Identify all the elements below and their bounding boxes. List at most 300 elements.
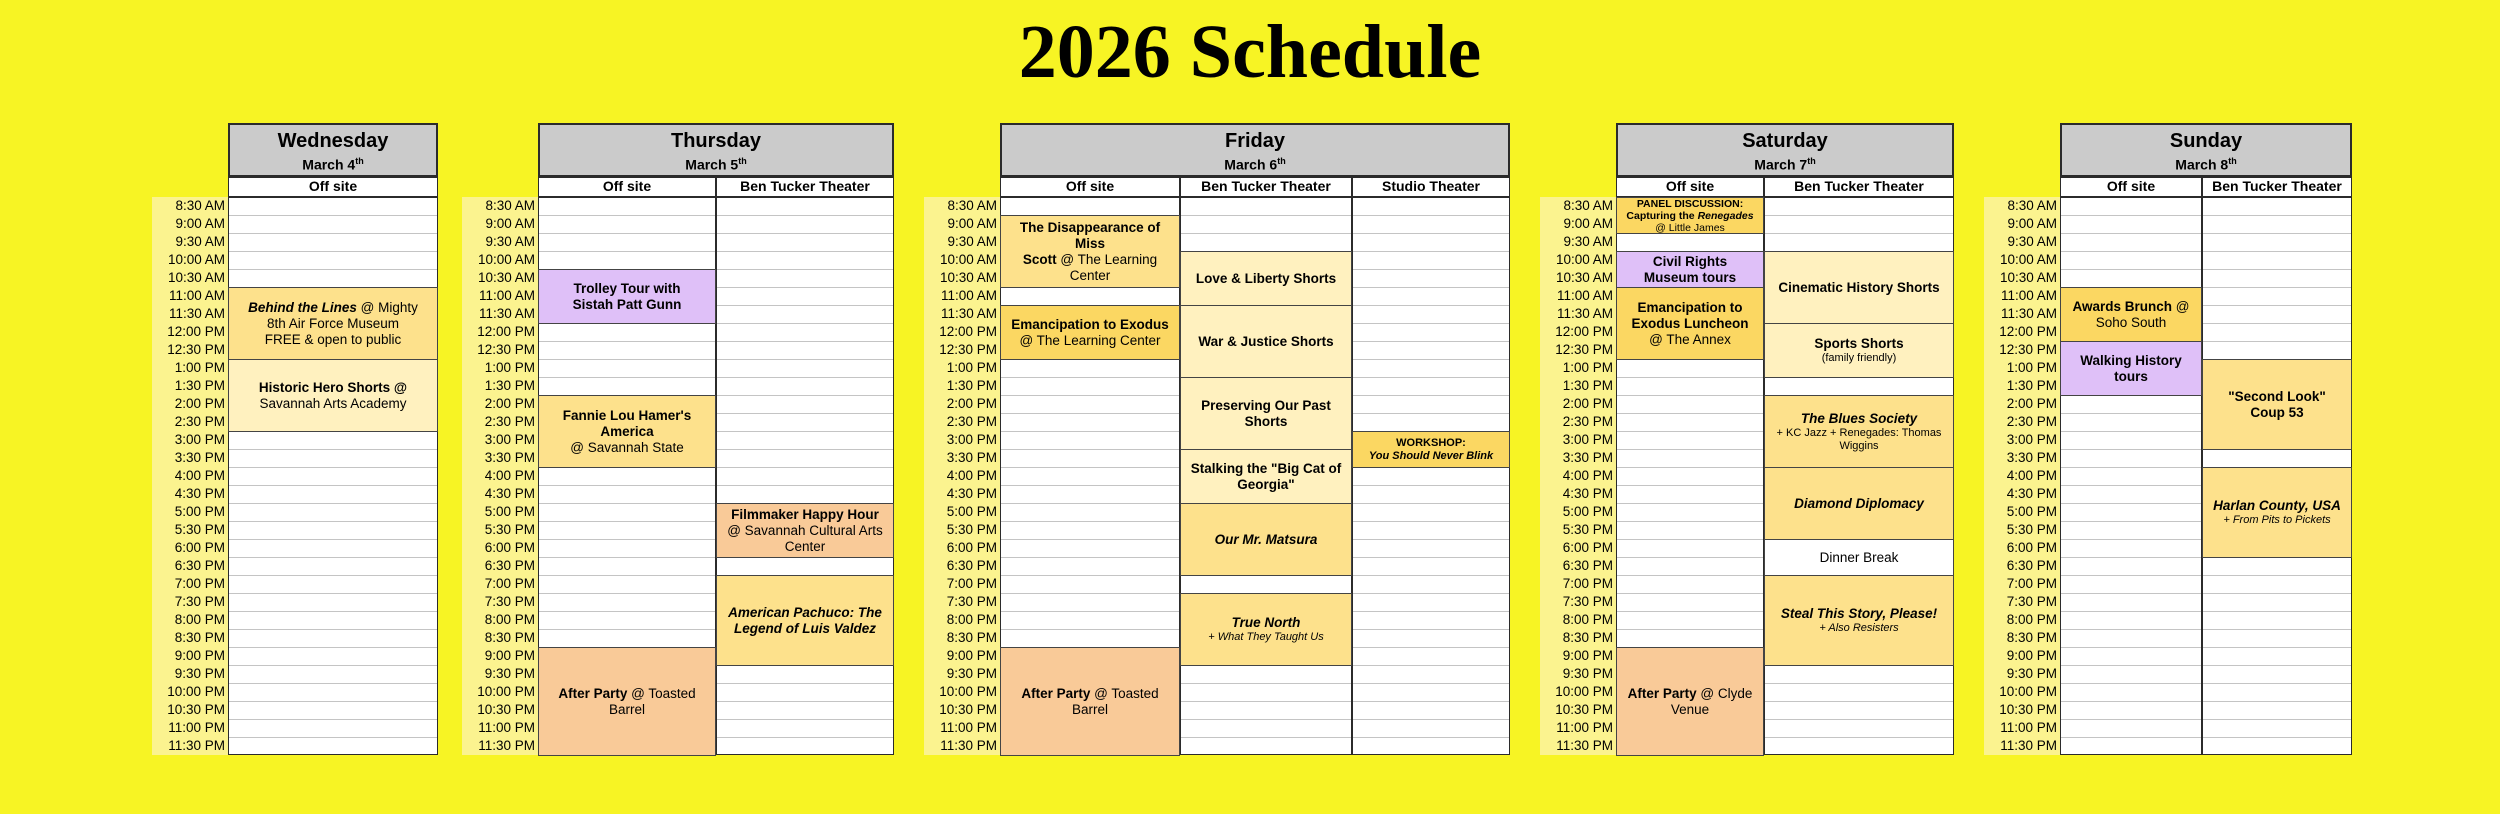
grid-line bbox=[229, 629, 437, 630]
event-block[interactable] bbox=[1764, 467, 1954, 540]
event-line bbox=[1781, 606, 1937, 622]
grid-line bbox=[539, 503, 715, 504]
time-label: 3:30 PM bbox=[484, 450, 535, 465]
grid-line bbox=[2061, 539, 2201, 540]
time-label: 8:00 PM bbox=[484, 612, 535, 627]
event-line bbox=[2228, 389, 2326, 405]
grid-line bbox=[1001, 629, 1179, 630]
column-header-ben-tucker-theater: Ben Tucker Theater bbox=[1764, 177, 1954, 197]
grid-line bbox=[539, 215, 715, 216]
time-label: 11:30 PM bbox=[1556, 738, 1613, 753]
grid-line bbox=[717, 683, 893, 684]
event-block[interactable] bbox=[1616, 287, 1764, 360]
page-title: 2026 Schedule bbox=[1018, 10, 1482, 94]
grid-line bbox=[229, 719, 437, 720]
time-column-thursday bbox=[462, 197, 538, 755]
event-text: Capturing the bbox=[1626, 209, 1698, 222]
time-label: 9:00 AM bbox=[1563, 216, 1613, 231]
grid-line bbox=[1001, 395, 1179, 396]
event-block[interactable] bbox=[228, 287, 438, 360]
event-block[interactable] bbox=[1180, 251, 1352, 306]
time-label: 11:00 PM bbox=[168, 720, 225, 735]
time-label: 12:00 PM bbox=[939, 324, 997, 339]
time-label: 10:30 PM bbox=[167, 702, 225, 717]
column-grid-off-site bbox=[1616, 197, 1764, 755]
time-label: 12:30 PM bbox=[1999, 342, 2057, 357]
day-name: Wednesday bbox=[277, 130, 389, 152]
event-text: Savannah Arts Academy bbox=[259, 395, 407, 411]
event-text: Walking History bbox=[2080, 352, 2182, 368]
time-label: 9:30 PM bbox=[946, 666, 997, 681]
time-label: 10:30 PM bbox=[1555, 702, 1613, 717]
event-text: 8th Air Force Museum bbox=[266, 315, 400, 331]
grid-line bbox=[1353, 287, 1509, 288]
time-label: 5:30 PM bbox=[1562, 522, 1613, 537]
grid-line bbox=[1617, 467, 1763, 468]
time-label: 11:30 PM bbox=[940, 738, 997, 753]
time-label: 4:00 PM bbox=[946, 468, 997, 483]
grid-line bbox=[1353, 539, 1509, 540]
time-label: 8:00 PM bbox=[2006, 612, 2057, 627]
time-label: 10:30 AM bbox=[1999, 270, 2057, 285]
event-block[interactable] bbox=[716, 503, 894, 558]
event-line bbox=[1237, 477, 1294, 493]
grid-line bbox=[229, 683, 437, 684]
grid-line bbox=[1181, 737, 1351, 738]
grid-line bbox=[1765, 233, 1953, 234]
grid-line bbox=[2061, 269, 2201, 270]
grid-line bbox=[229, 665, 437, 666]
event-block[interactable] bbox=[1180, 503, 1352, 576]
time-label: 5:00 PM bbox=[484, 504, 535, 519]
event-block[interactable] bbox=[1180, 449, 1352, 504]
grid-line bbox=[2061, 503, 2201, 504]
column-header-ben-tucker-theater: Ben Tucker Theater bbox=[2202, 177, 2352, 197]
event-block[interactable] bbox=[1616, 647, 1764, 756]
event-block[interactable] bbox=[1000, 647, 1180, 756]
grid-line bbox=[1181, 719, 1351, 720]
time-label: 7:00 PM bbox=[946, 576, 997, 591]
grid-line bbox=[717, 431, 893, 432]
event-block[interactable] bbox=[1764, 575, 1954, 666]
time-label: 3:30 PM bbox=[174, 450, 225, 465]
event-block[interactable] bbox=[228, 359, 438, 432]
column-grid-off-site bbox=[2060, 197, 2202, 755]
time-label: 8:00 PM bbox=[1562, 612, 1613, 627]
time-label: 9:00 PM bbox=[1562, 648, 1613, 663]
event-text: After Party bbox=[1021, 685, 1091, 701]
event-line bbox=[1653, 254, 1727, 270]
time-label: 9:30 PM bbox=[484, 666, 535, 681]
column-header-off-site: Off site bbox=[538, 177, 716, 197]
time-label: 12:30 PM bbox=[939, 342, 997, 357]
grid-line bbox=[229, 647, 437, 648]
time-label: 7:00 PM bbox=[484, 576, 535, 591]
day-date bbox=[1002, 152, 1508, 174]
event-line bbox=[1628, 686, 1753, 702]
day-date bbox=[2062, 152, 2350, 174]
day-date-text: March 6 bbox=[1224, 156, 1278, 173]
day-date-suffix: th bbox=[1277, 156, 1286, 166]
time-label: 1:30 PM bbox=[484, 378, 535, 393]
event-block[interactable] bbox=[1616, 251, 1764, 288]
grid-line bbox=[717, 449, 893, 450]
grid-line bbox=[229, 251, 437, 252]
event-line bbox=[248, 300, 418, 316]
grid-line bbox=[1001, 557, 1179, 558]
event-line bbox=[1215, 532, 1318, 548]
time-label: 7:30 PM bbox=[2006, 594, 2057, 609]
time-label: 10:30 PM bbox=[477, 702, 535, 717]
time-label: 1:00 PM bbox=[484, 360, 535, 375]
time-label: 7:30 PM bbox=[174, 594, 225, 609]
time-label: 6:00 PM bbox=[946, 540, 997, 555]
event-line bbox=[1201, 398, 1331, 414]
time-label: 2:00 PM bbox=[2006, 396, 2057, 411]
time-label: 9:30 PM bbox=[1562, 666, 1613, 681]
event-text: Exodus Luncheon bbox=[1631, 315, 1749, 331]
event-line bbox=[1191, 461, 1341, 477]
event-block[interactable] bbox=[538, 647, 716, 756]
time-label: 11:00 PM bbox=[940, 720, 997, 735]
event-block[interactable] bbox=[1764, 323, 1954, 378]
event-line bbox=[573, 281, 680, 297]
time-label: 2:30 PM bbox=[946, 414, 997, 429]
grid-line bbox=[2203, 305, 2351, 306]
time-label: 10:30 AM bbox=[167, 270, 225, 285]
column-grid-ben-tucker-theater bbox=[2202, 197, 2352, 755]
event-block[interactable] bbox=[1616, 197, 1764, 234]
event-block[interactable] bbox=[1180, 593, 1352, 666]
event-block[interactable] bbox=[538, 395, 716, 468]
column-header-ben-tucker-theater: Ben Tucker Theater bbox=[716, 177, 894, 197]
time-label: 8:30 PM bbox=[174, 630, 225, 645]
event-text: After Party bbox=[1627, 685, 1697, 701]
event-text: Diamond Diplomacy bbox=[1794, 495, 1924, 511]
time-label: 4:00 PM bbox=[1562, 468, 1613, 483]
grid-line bbox=[2061, 611, 2201, 612]
grid-line bbox=[2061, 233, 2201, 234]
event-line bbox=[785, 539, 826, 555]
event-line bbox=[1814, 336, 1903, 352]
time-label: 10:00 AM bbox=[1555, 252, 1613, 267]
event-text: Soho South bbox=[2095, 314, 2167, 330]
grid-line bbox=[229, 467, 437, 468]
grid-line bbox=[1001, 575, 1179, 576]
time-label: 2:30 PM bbox=[484, 414, 535, 429]
event-line bbox=[1839, 440, 1878, 453]
event-line bbox=[570, 440, 684, 456]
grid-line bbox=[1765, 737, 1953, 738]
time-label: 9:00 AM bbox=[485, 216, 535, 231]
grid-line bbox=[539, 629, 715, 630]
grid-line bbox=[539, 557, 715, 558]
grid-line bbox=[539, 521, 715, 522]
grid-line bbox=[539, 611, 715, 612]
grid-line bbox=[717, 377, 893, 378]
time-label: 3:30 PM bbox=[2006, 450, 2057, 465]
event-block[interactable] bbox=[1000, 215, 1180, 288]
grid-line bbox=[539, 377, 715, 378]
time-label: 5:00 PM bbox=[174, 504, 225, 519]
event-block[interactable] bbox=[2060, 341, 2202, 396]
event-block[interactable] bbox=[1180, 377, 1352, 450]
grid-line bbox=[2203, 719, 2351, 720]
event-line bbox=[1208, 631, 1323, 644]
grid-line bbox=[2061, 431, 2201, 432]
event-line bbox=[1778, 280, 1939, 296]
time-label: 6:30 PM bbox=[946, 558, 997, 573]
grid-line bbox=[717, 233, 893, 234]
time-label: 1:00 PM bbox=[174, 360, 225, 375]
time-label: 11:00 AM bbox=[940, 288, 997, 303]
time-label: 9:00 AM bbox=[947, 216, 997, 231]
grid-line bbox=[2061, 557, 2201, 558]
event-block[interactable] bbox=[1764, 539, 1954, 576]
event-block[interactable] bbox=[1000, 305, 1180, 360]
time-label: 1:00 PM bbox=[946, 360, 997, 375]
event-line bbox=[259, 380, 407, 396]
event-line bbox=[734, 621, 876, 637]
event-line bbox=[731, 507, 879, 523]
event-block[interactable] bbox=[716, 575, 894, 666]
time-label: 4:30 PM bbox=[2006, 486, 2057, 501]
event-line bbox=[1794, 496, 1924, 512]
event-line bbox=[558, 686, 695, 702]
grid-line bbox=[1353, 233, 1509, 234]
grid-line bbox=[1001, 611, 1179, 612]
grid-line bbox=[717, 413, 893, 414]
grid-line bbox=[229, 269, 437, 270]
time-label: 3:30 PM bbox=[946, 450, 997, 465]
event-block[interactable] bbox=[2202, 359, 2352, 450]
grid-line bbox=[1001, 521, 1179, 522]
event-text: Center bbox=[1069, 267, 1111, 283]
column-grid-off-site bbox=[228, 197, 438, 755]
grid-line bbox=[1353, 503, 1509, 504]
grid-line bbox=[2061, 683, 2201, 684]
grid-line bbox=[1617, 629, 1763, 630]
grid-line bbox=[1765, 683, 1953, 684]
event-text: After Party bbox=[558, 685, 628, 701]
grid-line bbox=[1353, 521, 1509, 522]
event-text: Sports Shorts bbox=[1814, 336, 1904, 351]
event-line bbox=[1820, 550, 1899, 566]
event-text: @ Savannah Cultural Arts bbox=[727, 522, 883, 538]
grid-line bbox=[2061, 449, 2201, 450]
time-label: 8:30 AM bbox=[485, 198, 535, 213]
grid-line bbox=[1617, 485, 1763, 486]
event-text: Preserving Our Past bbox=[1201, 397, 1331, 413]
time-label: 8:30 AM bbox=[947, 198, 997, 213]
time-label: 3:00 PM bbox=[174, 432, 225, 447]
day-name: Friday bbox=[1224, 130, 1286, 152]
time-label: 6:30 PM bbox=[1562, 558, 1613, 573]
column-header-ben-tucker-theater: Ben Tucker Theater bbox=[1180, 177, 1352, 197]
time-label: 6:30 PM bbox=[2006, 558, 2057, 573]
column-grid-off-site bbox=[1000, 197, 1180, 755]
column-header-off-site: Off site bbox=[1000, 177, 1180, 197]
event-line bbox=[267, 316, 399, 332]
grid-line bbox=[717, 341, 893, 342]
time-column-wednesday bbox=[152, 197, 228, 755]
event-line bbox=[1396, 437, 1466, 450]
event-text: The Blues Society bbox=[1800, 410, 1918, 426]
grid-line bbox=[2203, 647, 2351, 648]
event-block[interactable] bbox=[538, 269, 716, 324]
grid-line bbox=[2061, 215, 2201, 216]
event-line bbox=[2073, 299, 2190, 315]
time-label: 9:00 PM bbox=[946, 648, 997, 663]
grid-line bbox=[1617, 503, 1763, 504]
grid-line bbox=[539, 341, 715, 342]
grid-line bbox=[1353, 395, 1509, 396]
event-line bbox=[1631, 316, 1748, 332]
grid-line bbox=[1617, 521, 1763, 522]
column-grid-studio-theater bbox=[1352, 197, 1510, 755]
event-line bbox=[1232, 615, 1301, 631]
grid-line bbox=[1353, 323, 1509, 324]
grid-line bbox=[229, 593, 437, 594]
time-label: 7:00 PM bbox=[1562, 576, 1613, 591]
event-text: Emancipation to Exodus bbox=[1011, 316, 1169, 332]
event-line bbox=[1198, 334, 1333, 350]
grid-line bbox=[1353, 251, 1509, 252]
grid-line bbox=[1353, 665, 1509, 666]
event-text: Behind the Lines bbox=[248, 299, 357, 315]
event-line bbox=[265, 332, 402, 348]
event-line bbox=[2114, 369, 2148, 385]
grid-line bbox=[2061, 467, 2201, 468]
event-text: Our Mr. Matsura bbox=[1214, 531, 1318, 547]
event-text: @ The Learning Center bbox=[1019, 332, 1161, 348]
event-line bbox=[1637, 300, 1742, 316]
grid-line bbox=[2203, 665, 2351, 666]
event-line bbox=[1801, 411, 1917, 427]
grid-line bbox=[1353, 269, 1509, 270]
event-line bbox=[728, 605, 882, 621]
event-text: tours bbox=[2114, 368, 2148, 384]
time-label: 10:00 AM bbox=[167, 252, 225, 267]
time-label: 7:00 PM bbox=[2006, 576, 2057, 591]
event-block[interactable] bbox=[1764, 395, 1954, 468]
event-block[interactable] bbox=[2060, 287, 2202, 342]
time-column-friday bbox=[924, 197, 1000, 755]
event-line bbox=[727, 523, 883, 539]
grid-line bbox=[1617, 449, 1763, 450]
grid-line bbox=[717, 719, 893, 720]
time-label: 11:30 AM bbox=[2000, 306, 2057, 321]
time-label: 7:00 PM bbox=[174, 576, 225, 591]
event-line bbox=[563, 408, 692, 424]
event-text-venue: @ The Learning bbox=[1056, 251, 1158, 267]
time-label: 11:00 PM bbox=[2000, 720, 2057, 735]
column-grid-ben-tucker-theater bbox=[1764, 197, 1954, 755]
time-label: 8:30 AM bbox=[175, 198, 225, 213]
time-label: 10:00 PM bbox=[939, 684, 997, 699]
day-date-suffix: th bbox=[1807, 156, 1816, 166]
grid-line bbox=[1001, 593, 1179, 594]
event-text: FREE & open to public bbox=[264, 331, 402, 347]
grid-line bbox=[717, 287, 893, 288]
grid-line bbox=[2203, 611, 2351, 612]
event-block[interactable] bbox=[1764, 251, 1954, 324]
day-date-suffix: th bbox=[2228, 156, 2237, 166]
column-grid-off-site bbox=[538, 197, 716, 755]
event-text: + Also Resisters bbox=[1819, 622, 1899, 634]
time-label: 12:00 PM bbox=[167, 324, 225, 339]
event-text: Steal This Story, Please! bbox=[1780, 606, 1938, 621]
day-date bbox=[540, 152, 892, 174]
time-label: 11:30 PM bbox=[2000, 738, 2057, 753]
grid-line bbox=[2203, 575, 2351, 576]
time-label: 11:00 AM bbox=[478, 288, 535, 303]
time-label: 12:00 PM bbox=[1555, 324, 1613, 339]
grid-line bbox=[1353, 719, 1509, 720]
event-text: Love & Liberty Shorts bbox=[1195, 270, 1337, 286]
grid-line bbox=[717, 215, 893, 216]
event-line bbox=[2223, 514, 2330, 527]
time-label: 11:30 AM bbox=[478, 306, 535, 321]
time-label: 10:30 AM bbox=[1555, 270, 1613, 285]
grid-line bbox=[1617, 413, 1763, 414]
grid-line bbox=[1353, 575, 1509, 576]
time-label: 11:30 PM bbox=[478, 738, 535, 753]
time-label: 6:00 PM bbox=[1562, 540, 1613, 555]
time-label: 11:00 PM bbox=[1556, 720, 1613, 735]
time-label: 7:30 PM bbox=[484, 594, 535, 609]
time-label: 5:00 PM bbox=[1562, 504, 1613, 519]
time-label: 8:30 PM bbox=[1562, 630, 1613, 645]
grid-line bbox=[1617, 395, 1763, 396]
time-label: 12:00 PM bbox=[477, 324, 535, 339]
time-label: 12:00 PM bbox=[1999, 324, 2057, 339]
event-line bbox=[2213, 498, 2341, 514]
event-line bbox=[1021, 686, 1158, 702]
day-name: Thursday bbox=[670, 130, 762, 152]
grid-line bbox=[539, 251, 715, 252]
grid-line bbox=[1001, 503, 1179, 504]
event-block[interactable] bbox=[1352, 431, 1510, 468]
grid-line bbox=[717, 323, 893, 324]
event-text: + What They Taught Us bbox=[1208, 631, 1324, 643]
day-header-friday bbox=[1000, 123, 1510, 177]
time-label: 10:30 AM bbox=[477, 270, 535, 285]
grid-line bbox=[1353, 215, 1509, 216]
event-block[interactable] bbox=[1180, 305, 1352, 378]
event-text: "Second Look" bbox=[2228, 388, 2326, 404]
grid-line bbox=[1181, 701, 1351, 702]
event-text: America bbox=[600, 423, 654, 439]
time-label: 10:00 AM bbox=[1999, 252, 2057, 267]
time-label: 6:00 PM bbox=[484, 540, 535, 555]
time-label: 3:00 PM bbox=[946, 432, 997, 447]
event-block[interactable] bbox=[2202, 467, 2352, 558]
grid-line bbox=[1353, 485, 1509, 486]
grid-line bbox=[2203, 287, 2351, 288]
grid-line bbox=[717, 467, 893, 468]
time-label: 5:30 PM bbox=[174, 522, 225, 537]
time-label: 6:00 PM bbox=[2006, 540, 2057, 555]
time-label: 9:00 AM bbox=[2007, 216, 2057, 231]
event-line bbox=[1644, 270, 1736, 286]
time-column-saturday bbox=[1540, 197, 1616, 755]
time-label: 9:00 PM bbox=[174, 648, 225, 663]
grid-line bbox=[1617, 557, 1763, 558]
time-label: 1:30 PM bbox=[2006, 378, 2057, 393]
event-text: Georgia" bbox=[1237, 476, 1295, 492]
grid-line bbox=[1353, 305, 1509, 306]
